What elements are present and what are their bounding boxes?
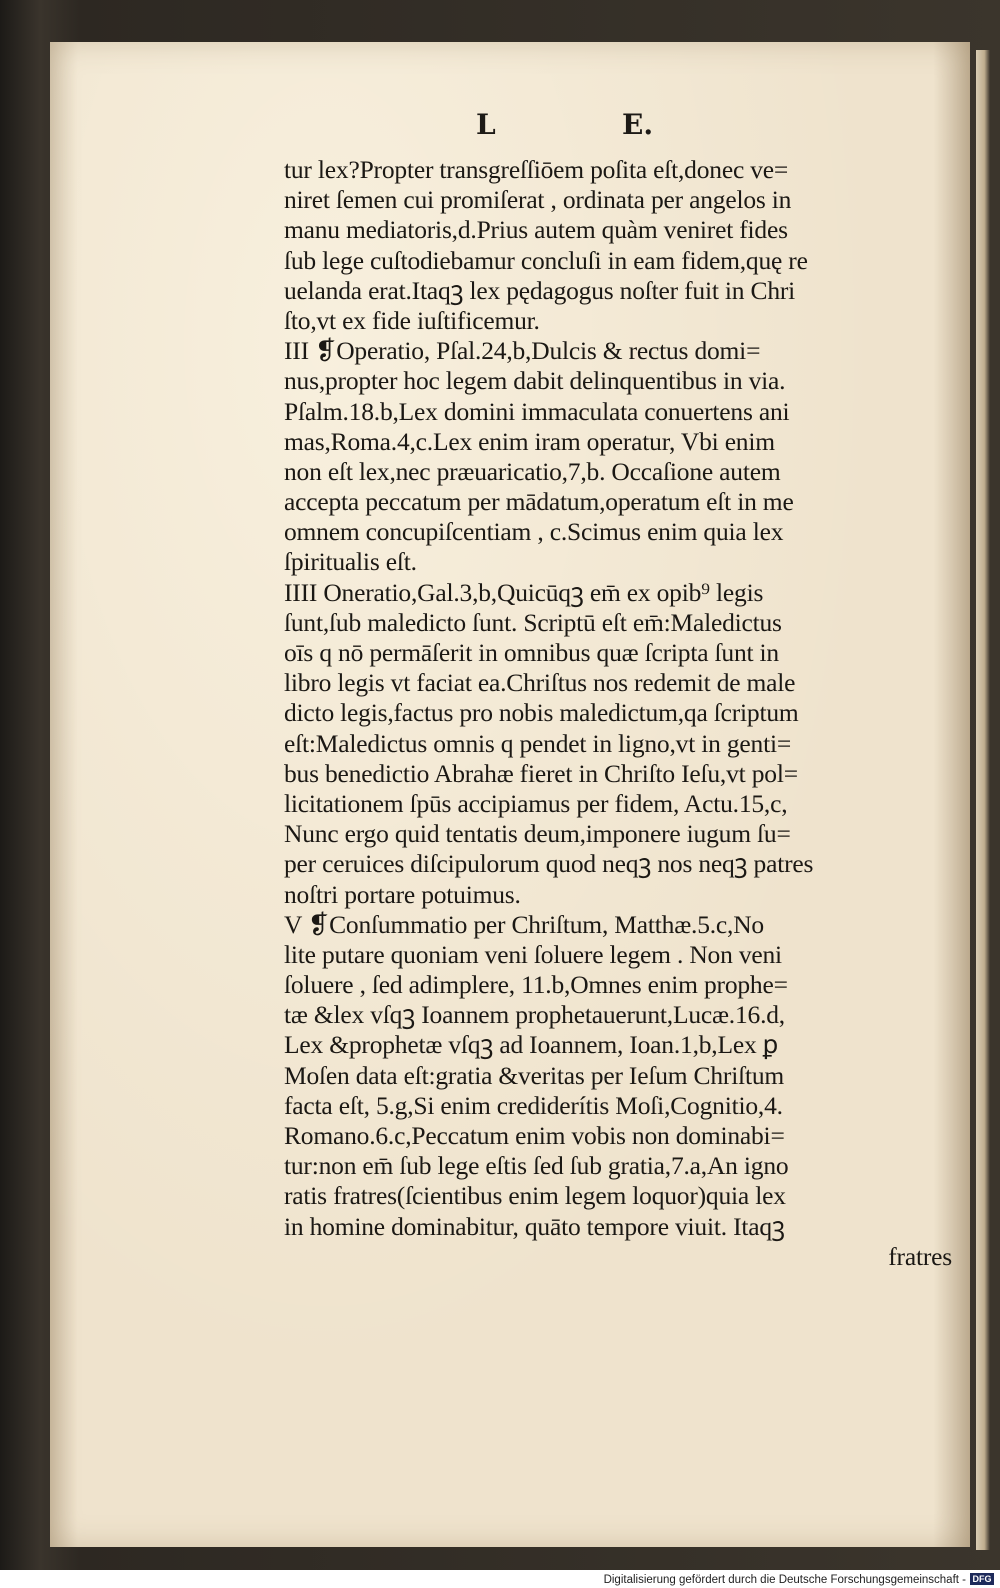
text-line: eſt:Maledictus omnis q pendet in ligno,vt in genti= [284,728,792,758]
text-line: niret ſemen cui promiſerat , ordinata per angelos in [284,185,792,215]
text-line: omnem concupiſcentiam , c.Scimus enim quia lex [284,517,784,547]
header-right-letter: E. [622,108,654,141]
text-line: ſto,vt ex fide iuſtificemur. [284,305,540,335]
running-header [300,108,960,148]
text-line: lite putare quoniam veni ſoluere legem . Non veni [284,939,782,969]
text-line: Pſalm.18.b,Lex domini immaculata conuertens ani [284,396,790,426]
text-line: facta eſt, 5.g,Si enim crediderítis Moſi,Cognitio,4. [284,1090,783,1120]
text-line: ſoluere , ſed adimplere, 11.b,Omnes enim prophe= [284,970,788,1000]
text-line: noſtri portare potuimus. [284,879,521,909]
text-line: ſub lege cuſtodiebamur concluſi in eam fidem,quę re [284,245,808,275]
text-line: nus,propter hoc legem dabit delinquentibus in via. [284,366,786,396]
text-line: tur lex?Propter transgreſſiōem poſita eſt,donec ve= [284,155,789,184]
text-line: Nunc ergo quid tentatis deum,imponere iugum ſu= [284,819,791,849]
text-line: ſpiritualis eſt. [284,547,417,577]
text-line: manu mediatoris,d.Prius autem quàm veniret fides [284,215,788,245]
text-line: IIII Oneratio,Gal.3,b,Quicūqꝫ em̄ ex opib⁹ legis [284,577,764,607]
text-line: licitationem ſpūs accipiamus per fidem, Actu.15,c, [284,788,788,818]
text-line: Romano.6.c,Peccatum enim vobis non dominabi= [284,1121,785,1150]
text-line: per ceruices diſcipulorum quod neqꝫ nos neqꝫ patres [284,849,814,879]
text-line: tæ &lex vſqꝫ Ioannem prophetauerunt,Lucæ.16.d, [284,1000,785,1030]
header-left-letter: L [476,108,496,141]
body-text [284,155,956,1272]
text-line: Lex &prophetæ vſqꝫ ad Ioannem, Ioan.1,b,Lex ꝑ [284,1030,779,1060]
text-line: uelanda erat.Itaqꝫ lex pędagogus noſter fuit in Chri [284,275,796,305]
catchword: fratres [888,1241,952,1271]
text-line: Moſen data eſt:gratia &veritas per Ieſum Chriſtum [284,1060,785,1090]
text-line: dicto legis,factus pro nobis maledictum,qa ſcriptum [284,698,799,728]
text-line: in homine dominabitur, quāto tempore viuit. Itaqꝫ [284,1211,785,1241]
text-line: oīs q nō permāſerit in omnibus quæ ſcripta ſunt in [284,638,779,667]
text-line: V ❡Conſummatio per Chriſtum, Matthæ.5.c,No [284,909,764,939]
dfg-logo: DFG [970,1573,994,1585]
text-line: non eſt lex,nec præuaricatio,7,b. Occaſione autem [284,456,781,486]
text-line: mas,Roma.4,c.Lex enim iram operatur, Vbi enim [284,426,775,456]
text-line: libro legis vt faciat ea.Chriſtus nos redemit de male [284,668,796,698]
text-line: ratis fratres(ſcientibus enim legem loquor)quia lex [284,1181,786,1211]
page-edge [976,50,990,1550]
text-line: tur:non em̄ ſub lege eſtis ſed ſub gratia,7.a,An igno [284,1151,789,1181]
text-line: III ❡Operatio, Pſal.24,b,Dulcis & rectus domi= [284,336,761,366]
text-line: accepta peccatum per mādatum,operatum eſt in me [284,487,794,517]
footer-bar [0,1570,1000,1588]
digitization-credit: Digitalisierung gefördert durch die Deutsche Forschungsgemeinschaft - [603,1574,966,1586]
text-line: bus benedictio Abrahæ fieret in Chriſto Ieſu,vt pol= [284,758,798,788]
text-line: ſunt,ſub maledicto ſunt. Scriptū eſt em̄:Maledictus [284,607,782,637]
